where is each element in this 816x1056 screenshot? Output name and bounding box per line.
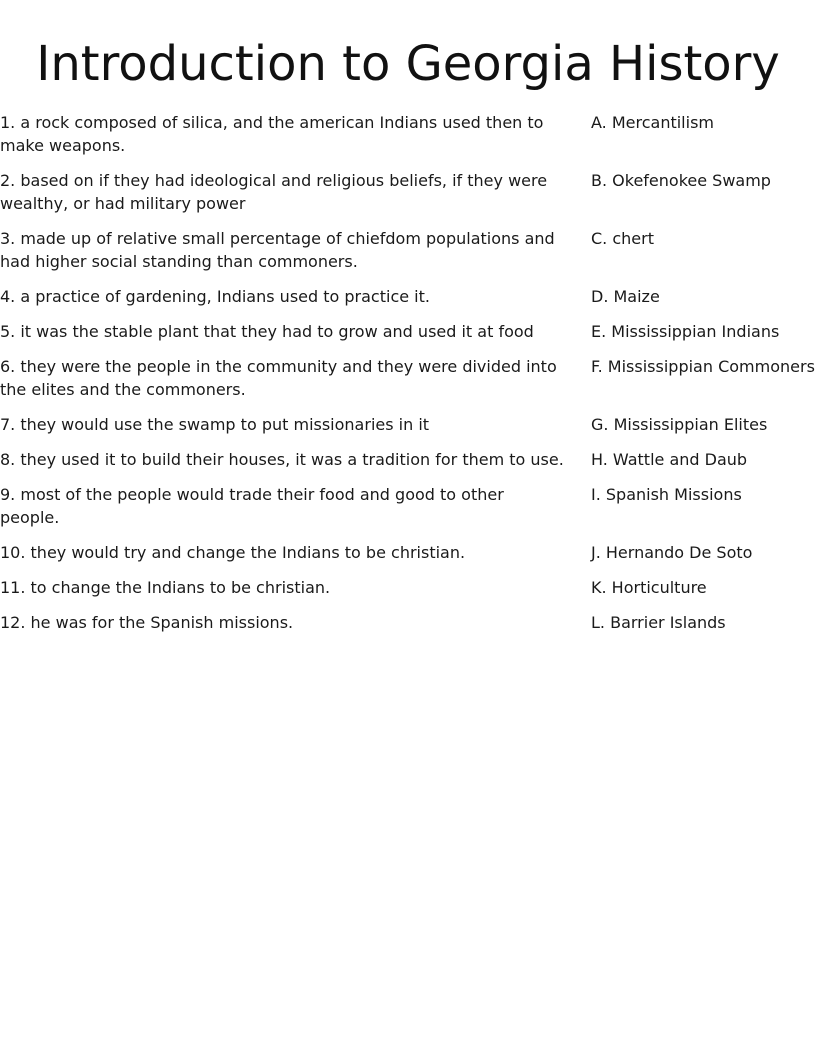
- answer-option: C. chert: [591, 229, 654, 248]
- matching-row: [0, 355, 816, 401]
- page-title: Introduction to Georgia History: [36, 36, 780, 92]
- clue-text: 2. based on if they had ideological and religious beliefs, if they were wealthy, or had military power: [0, 171, 548, 213]
- answer-option: L. Barrier Islands: [591, 613, 726, 632]
- answer-option: I. Spanish Missions: [591, 485, 742, 504]
- clue-text: 9. most of the people would trade their food and good to other people.: [0, 485, 504, 527]
- clue-text: 11. to change the Indians to be christian.: [0, 578, 331, 597]
- answer-option: H. Wattle and Daub: [591, 450, 748, 469]
- matching-row: [0, 413, 816, 436]
- matching-row: [0, 448, 816, 471]
- answer-option: F. Mississippian Commoners: [591, 357, 815, 376]
- matching-row: [0, 611, 816, 634]
- answer-option: K. Horticulture: [591, 578, 707, 597]
- matching-worksheet: [0, 111, 816, 646]
- matching-row: [0, 541, 816, 564]
- clue-text: 6. they were the people in the community and they were divided into the elites and the commoners.: [0, 357, 557, 399]
- matching-row: [0, 483, 816, 529]
- matching-row: [0, 576, 816, 599]
- answer-option: E. Mississippian Indians: [591, 322, 780, 341]
- matching-row: [0, 169, 816, 215]
- answer-option: A. Mercantilism: [591, 113, 714, 132]
- clue-text: 8. they used it to build their houses, it was a tradition for them to use.: [0, 450, 564, 469]
- answer-option: D. Maize: [591, 287, 660, 306]
- answer-option: B. Okefenokee Swamp: [591, 171, 771, 190]
- answer-option: G. Mississippian Elites: [591, 415, 768, 434]
- matching-row: [0, 227, 816, 273]
- clue-text: 7. they would use the swamp to put missionaries in it: [0, 415, 430, 434]
- clue-text: 4. a practice of gardening, Indians used to practice it.: [0, 287, 430, 306]
- clue-text: 10. they would try and change the Indians to be christian.: [0, 543, 466, 562]
- matching-row: [0, 320, 816, 343]
- answer-option: J. Hernando De Soto: [591, 543, 753, 562]
- clue-text: 1. a rock composed of silica, and the american Indians used then to make weapons.: [0, 113, 544, 155]
- matching-row: [0, 285, 816, 308]
- clue-text: 12. he was for the Spanish missions.: [0, 613, 294, 632]
- matching-row: [0, 111, 816, 157]
- clue-text: 5. it was the stable plant that they had to grow and used it at food: [0, 322, 534, 341]
- clue-text: 3. made up of relative small percentage of chiefdom populations and had higher social standing than commoners.: [0, 229, 555, 271]
